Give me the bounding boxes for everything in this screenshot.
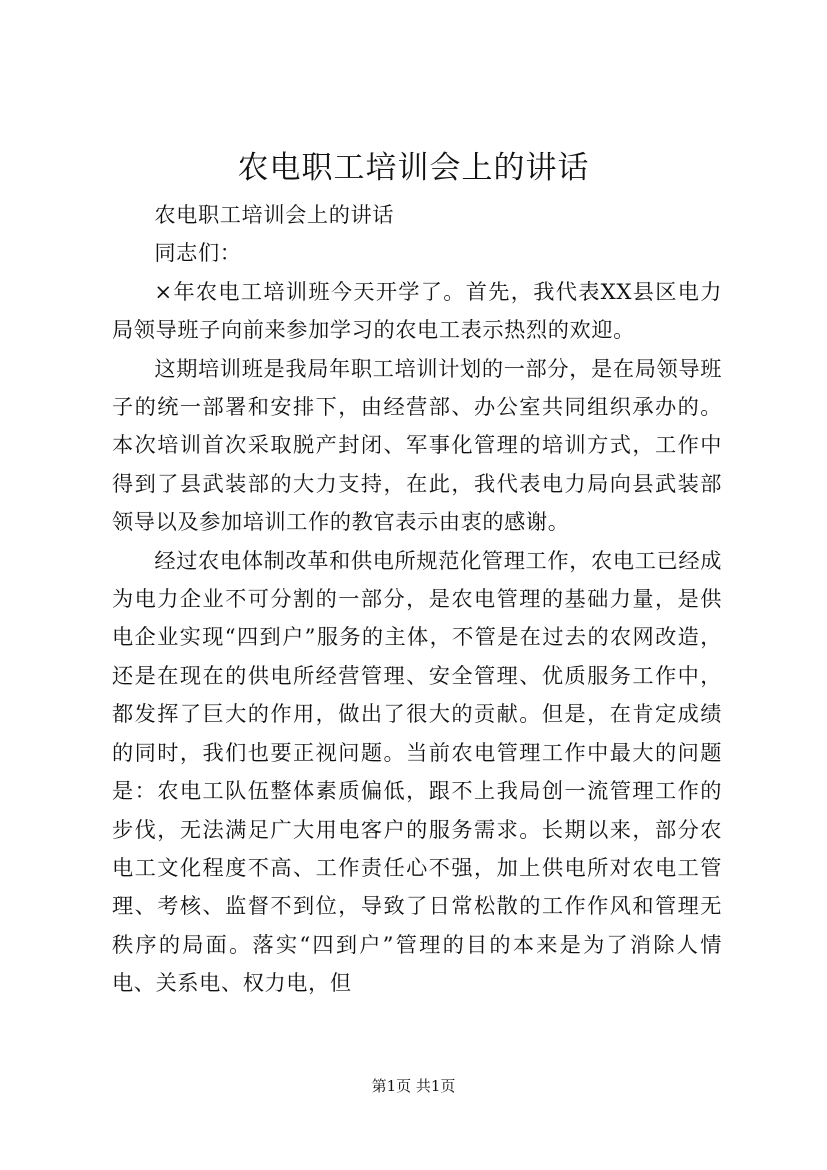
paragraph: 这期培训班是我局年职工培训计划的一部分，是在局领导班子的统一部署和安排下，由经营部、办公室共同组织承办的。本次培训首次采取脱产封闭、军事化管理的培训方式，工作中得到了县武装部的大力支持，在此，我代表电力局向县武装部领导以及参加培训工作的教官表示由衷的感谢。 xyxy=(112,355,722,535)
document-title: 农电职工培训会上的讲话 xyxy=(237,150,590,186)
document-body xyxy=(112,196,722,1003)
paragraph-salutation: 同志们： xyxy=(154,240,242,266)
page-footer: 第1页 共1页 xyxy=(371,1077,456,1095)
paragraph: 经过农电体制改革和供电所规范化管理工作，农电工已经成为电力企业不可分割的一部分，是农电管理的基础力量，是供电企业实现“四到户”服务的主体，不管是在过去的农网改造，还是在现在的供电所经营管理、安全管理、优质服务工作中，都发挥了巨大的作用，做出了很大的贡献。但是，在肯定成绩的同时，我们也要正视问题。当前农电管理工作中最大的问题是：农电工队伍整体素质偏低，跟不上我局创一流管理工作的步伐，无法满足广大用电客户的服务需求。长期以来，部分农电工文化程度不高、工作责任心不强，加上供电所对农电工管理、考核、监督不到位，导致了日常松散的工作作风和管理无秩序的局面。落实“四到户”管理的目的本来是为了消除人情电、关系电、权力电，但 xyxy=(112,547,722,996)
paragraph: ×年农电工培训班今天开学了。首先，我代表XX县区电力局领导班子向前来参加学习的农电工表示热烈的欢迎。 xyxy=(112,278,722,343)
paragraph-subtitle: 农电职工培训会上的讲话 xyxy=(154,202,395,227)
